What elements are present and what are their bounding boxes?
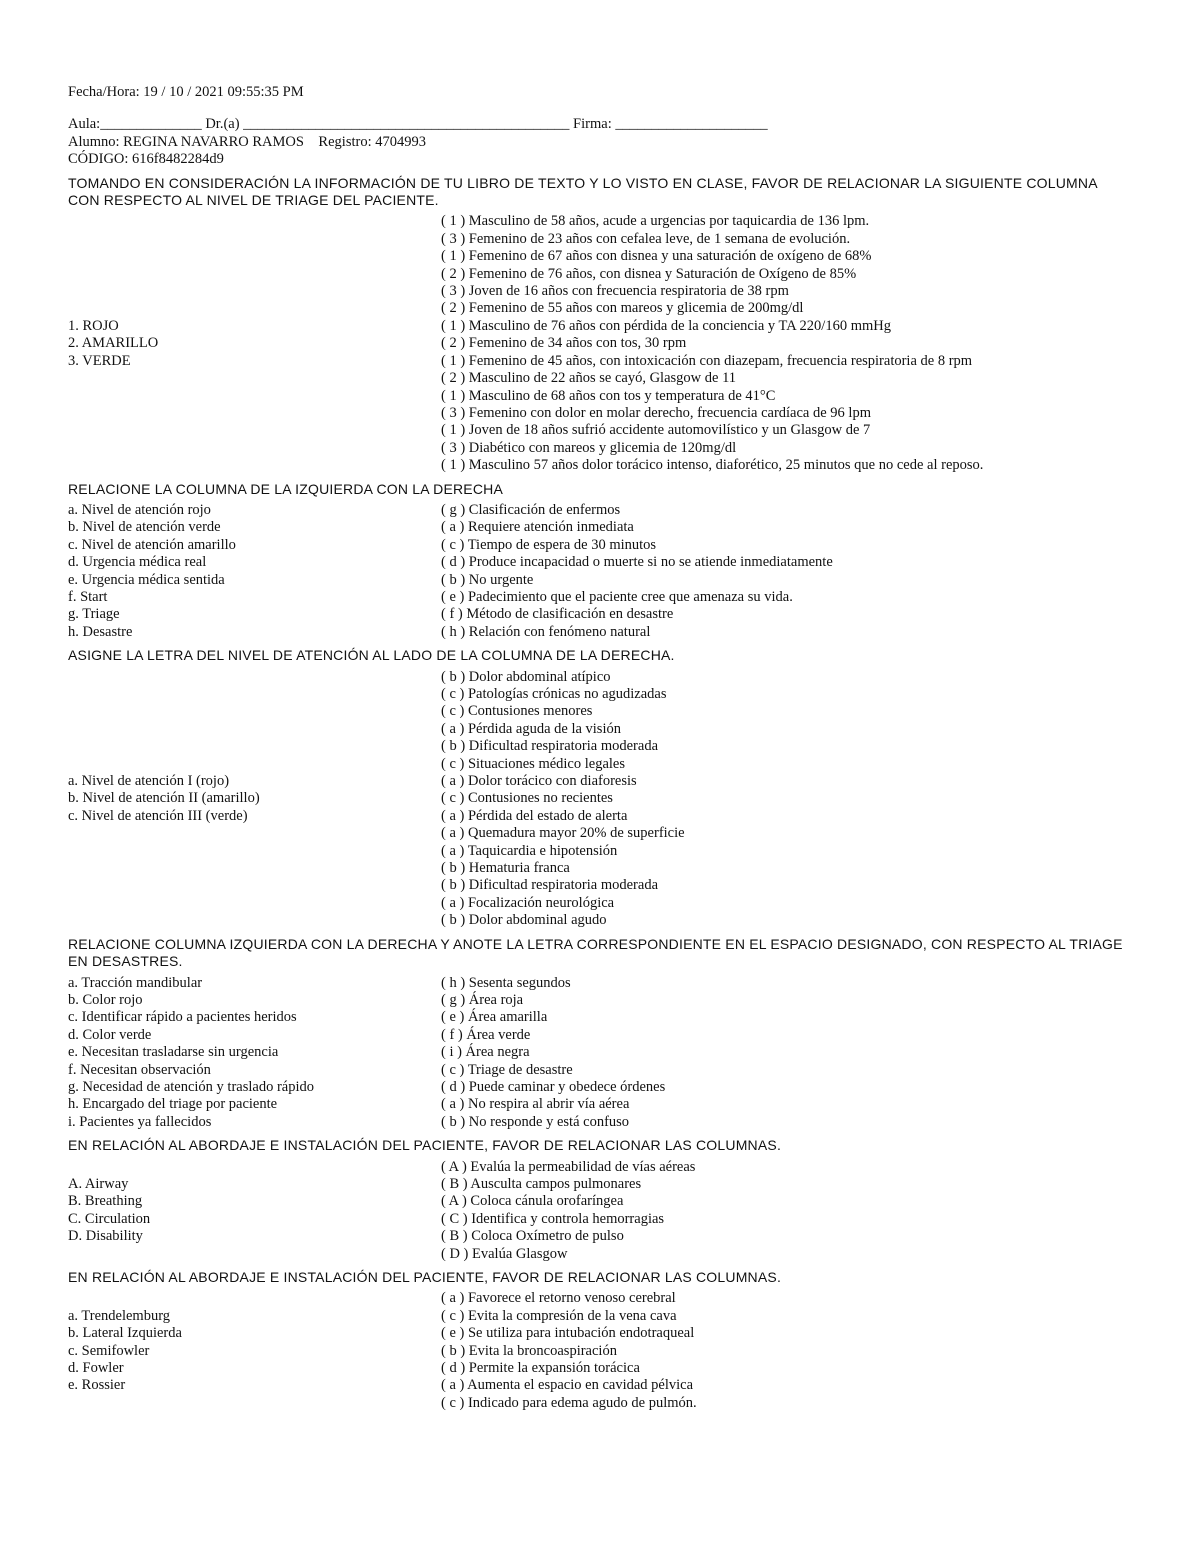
right-item: ( e ) Se utiliza para intubación endotraqueal (441, 1325, 695, 1342)
right-item: ( 1 ) Masculino de 68 años con tos y temperatura de 41°C (441, 387, 776, 404)
right-item: ( b ) Dificultad respiratoria moderada (441, 738, 659, 755)
left-item: 2. AMARILLO (68, 335, 159, 352)
right-item: ( a ) Aumenta el espacio en cavidad pélvica (441, 1377, 694, 1394)
section-1 (68, 175, 1132, 475)
right-item: ( b ) No responde y está confuso (441, 1113, 630, 1130)
section-6 (68, 1269, 1132, 1412)
right-item: ( 3 ) Femenino con dolor en molar derecho, frecuencia cardíaca de 96 lpm (441, 404, 871, 421)
right-item: ( b ) Dolor abdominal atípico (441, 668, 611, 685)
right-column (441, 975, 1132, 1132)
right-column (441, 502, 1132, 641)
left-item: g. Triage (68, 606, 120, 623)
left-item: c. Nivel de atención amarillo (68, 536, 236, 553)
left-item: f. Necesitan observación (68, 1061, 211, 1078)
right-item: ( e ) Área amarilla (441, 1009, 548, 1026)
left-item: a. Trendelemburg (68, 1307, 171, 1324)
left-item: d. Color verde (68, 1026, 152, 1043)
left-item: b. Nivel de atención II (amarillo) (68, 790, 260, 807)
right-column (441, 1159, 1132, 1263)
right-item: ( f ) Área verde (441, 1026, 531, 1043)
matching-columns (68, 669, 1132, 930)
left-item: b. Lateral Izquierda (68, 1325, 182, 1342)
left-item: a. Nivel de atención rojo (68, 501, 211, 518)
right-item: ( 2 ) Femenino de 55 años con mareos y glicemia de 200mg/dl (441, 300, 804, 317)
left-item: e. Necesitan trasladarse sin urgencia (68, 1044, 279, 1061)
section-5 (68, 1137, 1132, 1263)
code-line: CÓDIGO: 616f8482284d9 (68, 151, 224, 168)
left-item: 3. VERDE (68, 352, 131, 369)
exam-page (68, 84, 1132, 1412)
right-item: ( 1 ) Masculino 57 años dolor torácico intenso, diaforético, 25 minutos que no cede al reposo. (441, 457, 984, 474)
datetime: Fecha/Hora: 19 / 10 / 2021 09:55:35 PM (68, 84, 304, 100)
left-column (68, 1290, 441, 1412)
left-item: h. Desastre (68, 623, 133, 640)
section-title: TOMANDO EN CONSIDERACIÓN LA INFORMACIÓN DE TU LIBRO DE TEXTO Y LO VISTO EN CLASE, FAVOR DE RELACIONAR LA SIGUIENTE COLUMNA CON RESPECTO AL NIVEL DE TRIAGE DEL PACIENTE. (68, 174, 1097, 209)
right-item: ( C ) Identifica y controla hemorragias (441, 1210, 665, 1227)
right-item: ( B ) Coloca Oxímetro de pulso (441, 1228, 624, 1245)
right-item: ( g ) Clasificación de enfermos (441, 501, 621, 518)
left-item: e. Rossier (68, 1377, 126, 1394)
right-item: ( c ) Patologías crónicas no agudizadas (441, 686, 667, 702)
right-item: ( c ) Triage de desastre (441, 1061, 573, 1078)
right-item: ( 1 ) Masculino de 76 años con pérdida de la conciencia y TA 220/160 mmHg (441, 317, 891, 334)
right-item: ( B ) Ausculta campos pulmonares (441, 1175, 642, 1192)
right-item: ( A ) Coloca cánula orofaríngea (441, 1193, 624, 1210)
right-column (441, 1290, 1132, 1412)
right-item: ( 2 ) Masculino de 22 años se cayó, Glasgow de 11 (441, 370, 737, 387)
left-item: c. Semifowler (68, 1342, 150, 1359)
matching-columns (68, 213, 1132, 474)
left-item: b. Color rojo (68, 991, 143, 1008)
section-title: RELACIONE COLUMNA IZQUIERDA CON LA DERECHA Y ANOTE LA LETRA CORRESPONDIENTE EN EL ESPACIO DESIGNADO, CON RESPECTO AL TRIAGE EN DESASTRES. (68, 935, 1123, 970)
left-item: B. Breathing (68, 1193, 143, 1210)
right-item: ( d ) Produce incapacidad o muerte si no se atiende inmediatamente (441, 554, 833, 571)
aula-doctor-firma-line: Aula:______________ Dr.(a) _____________________________________________ Firma: _____________________ (68, 116, 768, 133)
right-item: ( 3 ) Diabético con mareos y glicemia de 120mg/dl (441, 439, 737, 456)
section-2 (68, 481, 1132, 642)
right-item: ( c ) Situaciones médico legales (441, 755, 626, 772)
left-item: A. Airway (68, 1175, 129, 1192)
right-item: ( b ) Dolor abdominal agudo (441, 912, 607, 929)
right-item: ( b ) Evita la broncoaspiración (441, 1342, 617, 1359)
left-item: b. Nivel de atención verde (68, 519, 221, 536)
right-item: ( a ) No respira al abrir vía aérea (441, 1096, 630, 1113)
section-title: EN RELACIÓN AL ABORDAJE E INSTALACIÓN DEL PACIENTE, FAVOR DE RELACIONAR LAS COLUMNAS. (68, 1269, 782, 1285)
left-item: h. Encargado del triage por paciente (68, 1096, 278, 1113)
right-item: ( 3 ) Femenino de 23 años con cefalea leve, de 1 semana de evolución. (441, 230, 851, 247)
left-item: g. Necesidad de atención y traslado rápido (68, 1078, 315, 1095)
right-item: ( a ) Pérdida del estado de alerta (441, 807, 628, 824)
section-title: EN RELACIÓN AL ABORDAJE E INSTALACIÓN DEL PACIENTE, FAVOR DE RELACIONAR LAS COLUMNAS. (68, 1137, 782, 1154)
left-column (68, 502, 441, 641)
right-item: ( g ) Área roja (441, 991, 524, 1008)
right-item: ( 3 ) Joven de 16 años con frecuencia respiratoria de 38 rpm (441, 283, 789, 300)
right-item: ( 2 ) Femenino de 76 años, con disnea y Saturación de Oxígeno de 85% (441, 265, 857, 282)
matching-columns (68, 502, 1132, 641)
right-item: ( c ) Contusiones menores (441, 703, 593, 720)
section-title: ASIGNE LA LETRA DEL NIVEL DE ATENCIÓN AL LADO DE LA COLUMNA DE LA DERECHA. (68, 647, 675, 664)
matching-columns (68, 975, 1132, 1132)
left-column (68, 213, 441, 474)
matching-columns (68, 1159, 1132, 1263)
right-item: ( a ) Favorece el retorno venoso cerebral (441, 1290, 676, 1307)
right-item: ( c ) Indicado para edema agudo de pulmón. (441, 1394, 697, 1411)
right-item: ( a ) Quemadura mayor 20% de superficie (441, 825, 685, 842)
right-item: ( d ) Puede caminar y obedece órdenes (441, 1078, 666, 1095)
section-4 (68, 936, 1132, 1131)
right-item: ( a ) Taquicardia e hipotensión (441, 842, 618, 859)
left-item: d. Fowler (68, 1360, 124, 1377)
section-title: RELACIONE LA COLUMNA DE LA IZQUIERDA CON LA DERECHA (68, 480, 503, 497)
left-item: d. Urgencia médica real (68, 554, 207, 571)
right-item: ( a ) Dolor torácico con diaforesis (441, 773, 637, 790)
matching-columns (68, 1290, 1132, 1412)
right-item: ( c ) Tiempo de espera de 30 minutos (441, 536, 657, 553)
right-item: ( b ) No urgente (441, 571, 534, 588)
right-item: ( d ) Permite la expansión torácica (441, 1360, 640, 1377)
right-item: ( 1 ) Femenino de 67 años con disnea y una saturación de oxígeno de 68% (441, 248, 872, 265)
right-item: ( 2 ) Femenino de 34 años con tos, 30 rpm (441, 335, 687, 352)
right-item: ( i ) Área negra (441, 1044, 530, 1061)
left-column (68, 669, 441, 930)
right-column (441, 213, 1132, 474)
left-item: C. Circulation (68, 1210, 151, 1227)
section-3 (68, 647, 1132, 930)
left-item: a. Nivel de atención I (rojo) (68, 773, 230, 790)
left-item: a. Tracción mandibular (68, 974, 203, 991)
right-item: ( c ) Evita la compresión de la vena cava (441, 1307, 677, 1324)
left-item: D. Disability (68, 1228, 143, 1245)
left-item: c. Identificar rápido a pacientes heridos (68, 1009, 297, 1026)
right-item: ( D ) Evalúa Glasgow (441, 1245, 568, 1262)
right-item: ( b ) Dificultad respiratoria moderada (441, 877, 659, 894)
right-item: ( h ) Relación con fenómeno natural (441, 623, 651, 640)
right-item: ( a ) Requiere atención inmediata (441, 519, 634, 536)
right-item: ( h ) Sesenta segundos (441, 974, 571, 991)
right-item: ( 1 ) Femenino de 45 años, con intoxicación con diazepam, frecuencia respiratoria de 8 rpm (441, 352, 973, 369)
right-item: ( a ) Focalización neurológica (441, 894, 615, 911)
sections (68, 175, 1132, 1413)
right-item: ( e ) Padecimiento que el paciente cree que amenaza su vida. (441, 588, 793, 605)
left-item: f. Start (68, 588, 108, 605)
right-item: ( a ) Pérdida aguda de la visión (441, 720, 621, 737)
right-item: ( 1 ) Masculino de 58 años, acude a urgencias por taquicardia de 136 lpm. (441, 213, 870, 230)
left-column (68, 975, 441, 1132)
left-item: 1. ROJO (68, 317, 119, 334)
right-column (441, 669, 1132, 930)
right-item: ( 1 ) Joven de 18 años sufrió accidente automovilístico y un Glasgow de 7 (441, 422, 871, 439)
left-item: c. Nivel de atención III (verde) (68, 807, 248, 824)
right-item: ( b ) Hematuria franca (441, 860, 570, 877)
left-column (68, 1159, 441, 1263)
right-item: ( A ) Evalúa la permeabilidad de vías aéreas (441, 1158, 696, 1175)
right-item: ( f ) Método de clasificación en desastre (441, 606, 674, 623)
student-line: Alumno: REGINA NAVARRO RAMOS Registro: 4704993 (68, 133, 426, 150)
left-item: i. Pacientes ya fallecidos (68, 1113, 212, 1130)
left-item: e. Urgencia médica sentida (68, 571, 225, 588)
right-item: ( c ) Contusiones no recientes (441, 790, 613, 807)
